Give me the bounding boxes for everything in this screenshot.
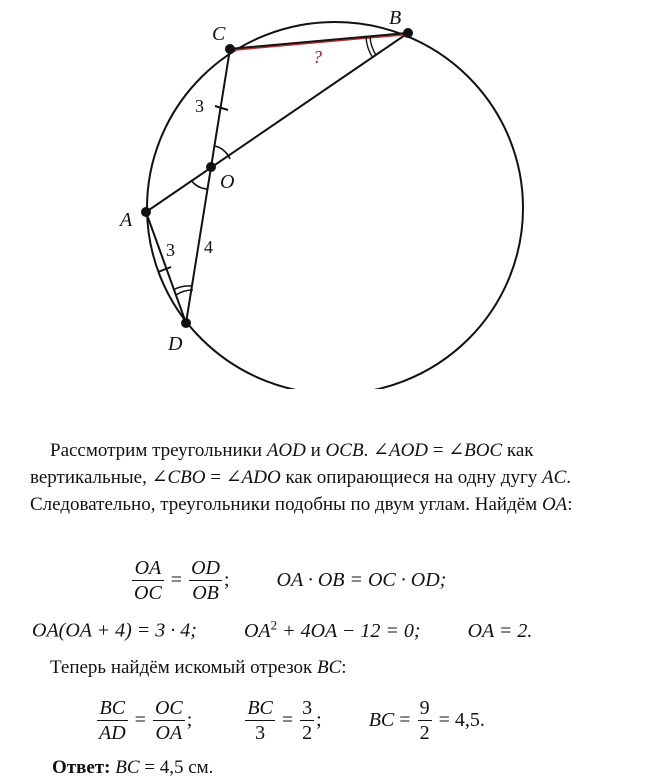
label-d: D [168, 333, 183, 355]
equation-expand: OA(OA + 4) = 3 · 4; [32, 619, 197, 642]
separator: ; [316, 709, 322, 731]
math-bc: BC [115, 757, 140, 778]
text-run: как опирающиеся на одну дугу [280, 467, 542, 488]
label-a: A [120, 209, 133, 231]
fraction-oa-oc [132, 556, 164, 605]
angle-arc-aod [191, 180, 207, 189]
answer-label: Ответ: [52, 757, 111, 778]
equation-row-3 [95, 696, 485, 745]
math-bc: BC [368, 709, 395, 731]
angle-arc-ado-2 [173, 286, 192, 290]
math-ado: ADO [241, 467, 281, 488]
numerator: BC [247, 697, 273, 719]
fraction-9-2 [418, 696, 432, 745]
label-o: O [220, 171, 235, 193]
point-d [181, 318, 191, 328]
point-a [141, 207, 151, 217]
math-ocb: OCB [325, 440, 364, 461]
result-value: = 4,5. [438, 709, 485, 731]
text-run: как вертикальные, ∠ [30, 440, 534, 488]
answer-value: = 4,5 см. [139, 757, 214, 778]
chord-ab [146, 33, 408, 212]
denominator: 2 [419, 722, 430, 744]
separator: ; [223, 569, 230, 591]
solution-paragraph-2 [30, 654, 610, 681]
denominator: 3 [245, 720, 275, 745]
exponent: 2 [270, 617, 278, 632]
math-aod: AOD [266, 440, 306, 461]
equation-result-oa: OA = 2. [467, 619, 533, 642]
length-od: 4 [204, 237, 213, 257]
tick-ad [158, 267, 171, 272]
fraction-3-2 [300, 696, 314, 745]
length-bc-unknown: ? [313, 47, 322, 67]
numerator: 9 [419, 697, 430, 719]
point-b [403, 28, 413, 38]
numerator: BC [99, 697, 126, 719]
length-oc: 3 [195, 96, 204, 116]
text-run: . Следовательно, треугольники подобны по двум углам. Найдём [30, 467, 572, 515]
numerator: OD [191, 557, 220, 579]
math-aod: AOD [388, 440, 429, 461]
solution-paragraph-1 [30, 437, 610, 518]
answer-line [52, 754, 632, 781]
text-run: Рассмотрим треугольники [50, 440, 267, 461]
text-run: . ∠ [363, 440, 389, 461]
equation-row-1 [130, 556, 446, 605]
angle-arc-cbo-1 [370, 36, 376, 55]
numerator: 3 [302, 697, 313, 719]
segment-ad [146, 212, 186, 323]
point-o [206, 162, 216, 172]
text-run: : [567, 494, 573, 515]
separator: ; [186, 709, 193, 731]
equals-sign: = [399, 709, 411, 731]
fraction-oc-oa [153, 696, 185, 745]
math-bc: BC [317, 657, 342, 678]
length-ad: 3 [166, 240, 175, 260]
text-run: = ∠ [428, 440, 465, 461]
equation-product: OA · OB = OC · OD; [276, 569, 447, 591]
numerator: OA [134, 557, 162, 579]
circle [147, 22, 523, 394]
text-run: Теперь найдём искомый отрезок [50, 657, 318, 678]
text-run: : [341, 657, 347, 678]
text-run: = ∠ [205, 467, 242, 488]
math-oa: OA [243, 619, 271, 642]
denominator: OB [189, 580, 222, 605]
equation-row-2 [32, 617, 532, 643]
equation-quadratic [243, 617, 421, 642]
math-oa: OA [541, 494, 568, 515]
text-run: + 4OA − 12 = 0; [277, 619, 421, 642]
equals-sign: = [281, 709, 294, 731]
denominator: OA [153, 720, 185, 745]
denominator: OC [134, 582, 162, 604]
math-boc: BOC [464, 440, 503, 461]
fraction-bc-3 [245, 696, 275, 745]
fraction-bc-ad [97, 696, 128, 745]
equals-sign: = [134, 709, 146, 731]
label-b: B [389, 7, 402, 29]
math-cbo: CBO [167, 467, 206, 488]
denominator: AD [99, 722, 126, 744]
fraction-od-ob [189, 556, 222, 605]
text-run: и [305, 440, 326, 461]
denominator: 2 [302, 722, 313, 744]
label-c: C [212, 23, 226, 45]
numerator: OC [154, 697, 183, 719]
point-c [225, 44, 235, 54]
equals-sign: = [170, 569, 183, 591]
math-ac: AC [542, 467, 567, 488]
